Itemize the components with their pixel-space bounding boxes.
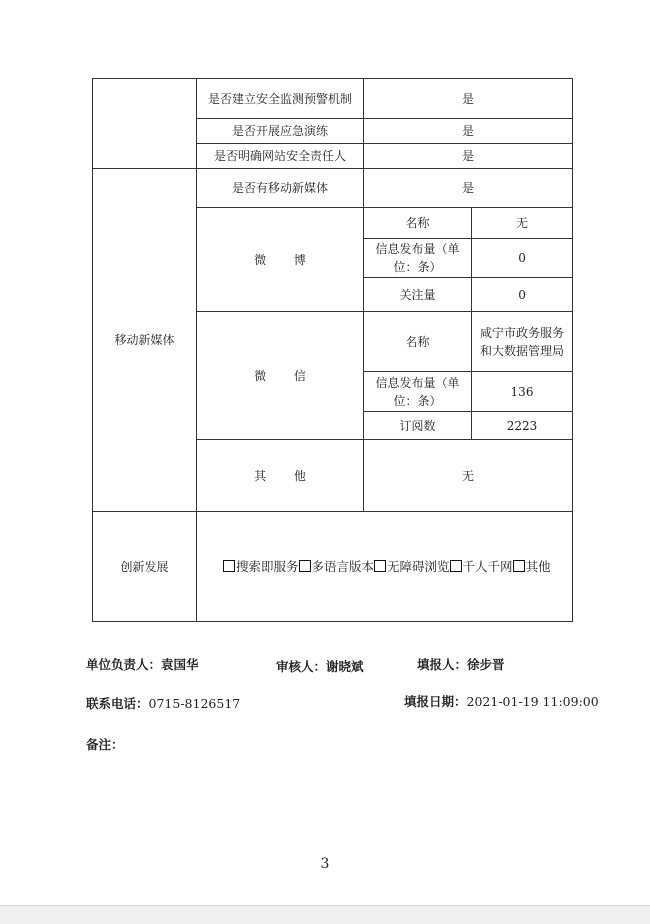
checkbox-other[interactable]: 其他 xyxy=(513,559,551,574)
weibo-follow-label: 关注量 xyxy=(364,278,472,312)
row-value: 是 xyxy=(364,119,573,144)
contact-phone: 联系电话：0715-8126517 xyxy=(86,696,241,711)
weibo-follow-value: 0 xyxy=(472,278,573,312)
innovation-label: 创新发展 xyxy=(93,512,197,622)
other-label: 其 他 xyxy=(197,440,364,512)
innovation-options xyxy=(197,512,573,622)
checkbox-personalized[interactable]: 千人千网 xyxy=(450,559,513,574)
checkbox-multi-language[interactable]: 多语言版本 xyxy=(299,559,375,574)
row-label: 是否明确网站安全责任人 xyxy=(197,144,364,169)
row-label: 是否开展应急演练 xyxy=(197,119,364,144)
row-value: 是 xyxy=(364,79,573,119)
checkbox-accessibility[interactable]: 无障碍浏览 xyxy=(374,559,450,574)
checkbox-icon xyxy=(450,560,462,572)
row-label: 是否建立安全监测预警机制 xyxy=(197,79,364,119)
remarks-label: 备注： xyxy=(86,737,124,752)
table-row xyxy=(93,79,573,119)
wechat-count-value: 136 xyxy=(472,372,573,412)
wechat-sub-value: 2223 xyxy=(472,412,573,440)
table-row xyxy=(93,512,573,622)
fill-date: 填报日期：2021-01-19 11:09:00 xyxy=(404,694,599,709)
checkbox-icon xyxy=(374,560,386,572)
section-cell-security xyxy=(93,79,197,169)
checkbox-icon xyxy=(223,560,235,572)
checkbox-icon xyxy=(513,560,525,572)
weibo-label: 微 博 xyxy=(197,208,364,312)
weibo-name-label: 名称 xyxy=(364,208,472,239)
row-value: 是 xyxy=(364,169,573,208)
wechat-count-label: 信息发布量（单位：条） xyxy=(364,372,472,412)
weibo-count-value: 0 xyxy=(472,239,573,278)
page-edge xyxy=(0,905,650,924)
checkbox-search-service[interactable]: 搜索即服务 xyxy=(223,559,299,574)
row-label: 是否有移动新媒体 xyxy=(197,169,364,208)
wechat-name-value: 咸宁市政务服务和大数据管理局 xyxy=(472,312,573,372)
wechat-label: 微 信 xyxy=(197,312,364,440)
unit-head: 单位负责人：袁国华 xyxy=(86,657,199,672)
reviewer: 审核人：谢晓斌 xyxy=(276,659,364,674)
weibo-name-value: 无 xyxy=(472,208,573,239)
checkbox-icon xyxy=(299,560,311,572)
page-number: 3 xyxy=(320,856,330,872)
report-table xyxy=(92,78,573,622)
weibo-count-label: 信息发布量（单位：条） xyxy=(364,239,472,278)
wechat-sub-label: 订阅数 xyxy=(364,412,472,440)
row-value: 是 xyxy=(364,144,573,169)
table-row xyxy=(93,169,573,208)
filler: 填报人：徐步晋 xyxy=(417,657,505,672)
wechat-name-label: 名称 xyxy=(364,312,472,372)
other-value: 无 xyxy=(364,440,573,512)
section-label-media: 移动新媒体 xyxy=(93,169,197,512)
